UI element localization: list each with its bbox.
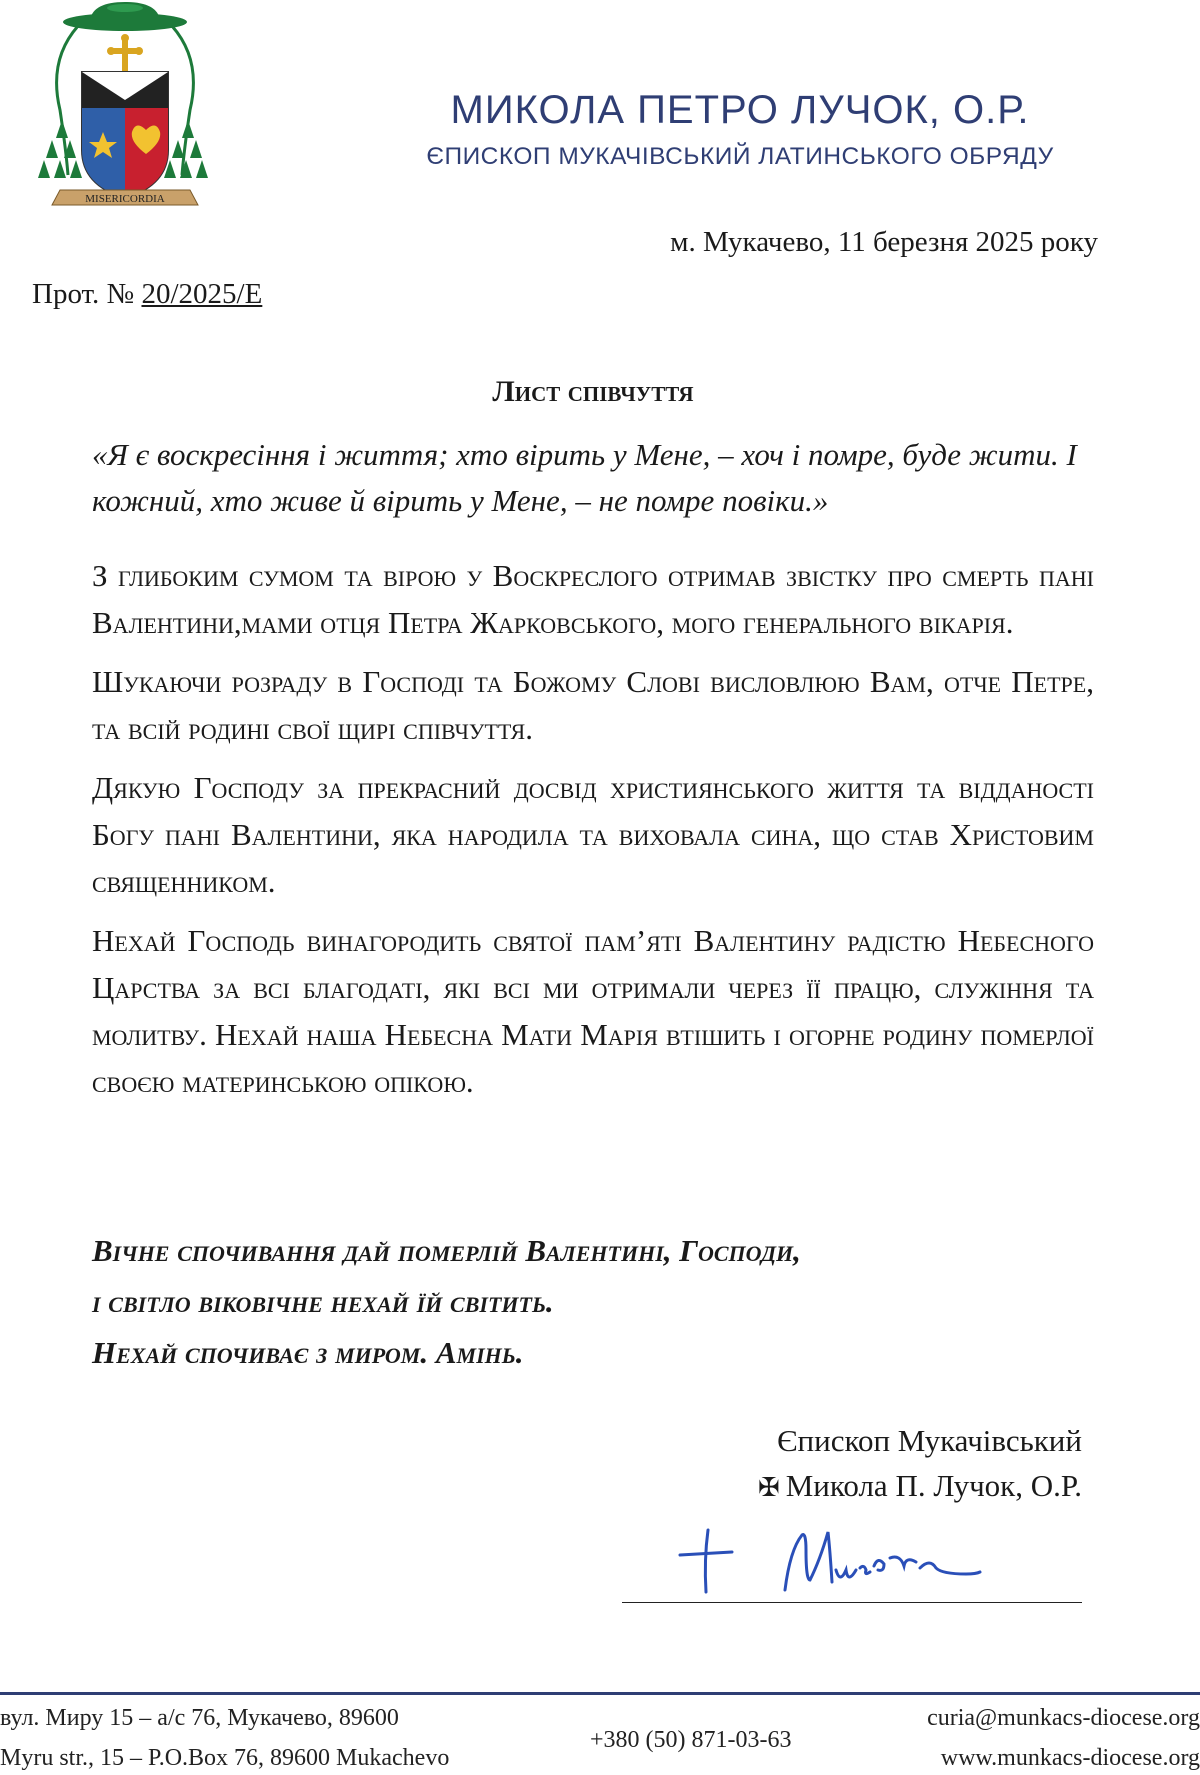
body-paragraph: Шукаючи розраду в Господі та Божому Слові висловлюю Вам, отче Петре, та всій родині свої щирі співчуття. bbox=[92, 664, 1094, 746]
prayer-line: і світло віковічне нехай їй світить. bbox=[92, 1284, 554, 1319]
prayer-line: Вічне спочивання дай померлій Валентині, Господи, bbox=[92, 1233, 801, 1268]
signature-line bbox=[622, 1602, 1082, 1603]
letter-title: Лист співчуття bbox=[492, 375, 694, 408]
signatory-name bbox=[758, 1468, 1082, 1504]
handwritten-signature bbox=[660, 1510, 1020, 1605]
footer-email-link[interactable]: curia@munkacs-diocese.org bbox=[927, 1705, 1200, 1731]
body-paragraph: Дякую Господу за прекрасний досвід християнського життя та відданості Богу пані Валентини, яка народила та виховала сина, що став Христовим священником. bbox=[92, 770, 1094, 899]
scripture-quote: «Я є воскресіння і життя; хто вірить у Мене, – хоч і помре, буде жити. І кожний, хто живе й вірить у Мене, – не помре повіки.» bbox=[92, 437, 1077, 518]
footer-phone: +380 (50) 871-03-63 bbox=[590, 1727, 792, 1753]
maltese-cross-icon: ✠ bbox=[757, 1473, 780, 1502]
protocol-value: 20/2025/Е bbox=[141, 278, 263, 310]
protocol-label: Прот. № bbox=[32, 278, 135, 310]
motto-text: MISERICORDIA bbox=[85, 193, 165, 205]
body-paragraph: З глибоким сумом та вірою у Воскреслого отримав звістку про смерть пані Валентини,мами отця Петра Жарковського, мого генерального вікарія. bbox=[92, 558, 1094, 640]
footer-address-ua: вул. Миру 15 – а/с 76, Мукачево, 89600 bbox=[0, 1705, 399, 1731]
prayer-line: Нехай спочиває з миром. Амінь. bbox=[92, 1335, 524, 1370]
place-date: м. Мукачево, 11 березня 2025 року bbox=[670, 226, 1098, 258]
signatory-name-text: Микола П. Лучок, О.Р. bbox=[785, 1468, 1082, 1503]
bishop-title-subheading: ЄПИСКОП МУКАЧІВСЬКИЙ ЛАТИНСЬКОГО ОБРЯДУ bbox=[426, 143, 1054, 170]
letter-body bbox=[92, 552, 1094, 1117]
footer-website-link[interactable]: www.munkacs-diocese.org bbox=[940, 1745, 1200, 1771]
footer-address-en: Myru str., 15 – P.O.Box 76, 89600 Mukachevo bbox=[0, 1745, 450, 1771]
protocol-number bbox=[32, 278, 262, 311]
footer-divider bbox=[0, 1692, 1200, 1695]
signatory-title: Єпископ Мукачівський bbox=[777, 1423, 1082, 1458]
bishop-name-heading: МИКОЛА ПЕТРО ЛУЧОК, О.Р. bbox=[450, 88, 1030, 132]
coat-of-arms-logo bbox=[38, 0, 213, 238]
closing-prayer bbox=[92, 1225, 1094, 1378]
body-paragraph: Нехай Господь винагородить святої пам’яті Валентину радістю Небесного Царства за всі благодаті, які всі ми отримали через її працю, служіння та молитву. Нехай наша Небесна Мати Марія втішить і огорне родину померлої своєю материнською опікою. bbox=[92, 923, 1094, 1099]
